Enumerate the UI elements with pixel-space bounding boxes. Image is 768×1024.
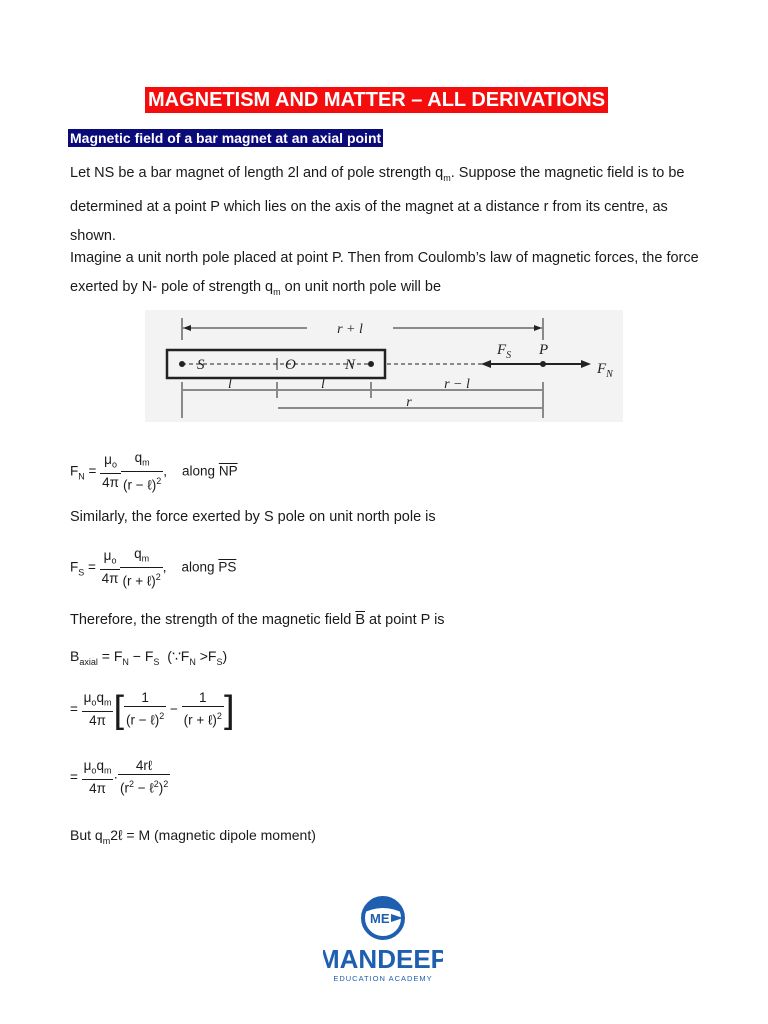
force-n-label: $F_N$ bbox=[597, 361, 613, 380]
section-heading: Magnetic field of a bar magnet at an axial point bbox=[70, 130, 382, 146]
force-s-label: $F_S$ bbox=[497, 342, 512, 361]
similarly-paragraph: Similarly, the force exerted by S pole on unit north pole is bbox=[70, 509, 436, 525]
equation-step-2: = $\frac{\mu_oq_m}{4\pi}$ · $\frac{\text{4rℓ}}{(r^2 - \ell^2)^2}$ bbox=[70, 758, 169, 796]
mandeep-logo bbox=[323, 890, 443, 1016]
logo-mark bbox=[323, 890, 443, 1016]
bar-magnet-figure bbox=[145, 310, 623, 422]
therefore-paragraph: Therefore, the strength of the magnetic field $\overline{B}$ at point P is bbox=[70, 612, 445, 628]
segment-l-1: l bbox=[228, 377, 232, 392]
point-p-label: P bbox=[539, 342, 549, 358]
segment-r: r bbox=[406, 395, 412, 410]
segment-r-minus-l: r − l bbox=[444, 377, 470, 392]
pole-n-label: N bbox=[345, 357, 356, 373]
dipole-moment-line: But $q_m2\ell = M$ (magnetic dipole moment) bbox=[70, 827, 316, 846]
page-title: MAGNETISM AND MATTER – ALL DERIVATIONS bbox=[145, 87, 608, 113]
equation-baxial: $B_{axial} = F_N - F_S$ $(\because F_N >F_S)$ bbox=[70, 648, 228, 667]
equation-step-1: = $\frac{\mu_oq_m}{4\pi}$ [ $\frac{1}{(r - \ell)^2}$ − $\frac{1}{(r + \ell)^2}$ ] bbox=[70, 689, 235, 731]
coulomb-paragraph: Imagine a unit north pole placed at point P. Then from Coulomb’s law of magnetic forces, the force exerted by N- pole of strength $q_m$ on unit north pole will be bbox=[70, 250, 699, 297]
equation-fn: $F_N$ = $\frac{\mu_o}{4\pi}$ $\frac{q_m}{(r - \ell)^2}$ , along $\overline{NP}$ bbox=[70, 450, 238, 493]
logo-tagline: EDUCATION ACADEMY bbox=[333, 974, 433, 983]
pole-s-label: S bbox=[197, 357, 205, 373]
logo-name: MANDEEP bbox=[323, 944, 443, 974]
equation-fs: $F_S$ = $\frac{\mu_o}{4\pi}$ $\frac{q_m}{(r + \ell)^2}$ , along $\overline{PS}$ bbox=[70, 546, 237, 589]
svg-text:ME: ME bbox=[370, 911, 390, 926]
segment-l-2: l bbox=[321, 377, 325, 392]
center-o-label: O bbox=[285, 357, 296, 373]
bar-magnet-diagram bbox=[145, 310, 623, 422]
intro-paragraph: Let NS be a bar magnet of length 2l and of pole strength $q_m$. Suppose the magnetic field is to be determined at a point P which lies on the axis of the magnet at a distance r from its centre, as shown. bbox=[70, 165, 685, 244]
label-r-plus-l: r + l bbox=[337, 322, 363, 337]
